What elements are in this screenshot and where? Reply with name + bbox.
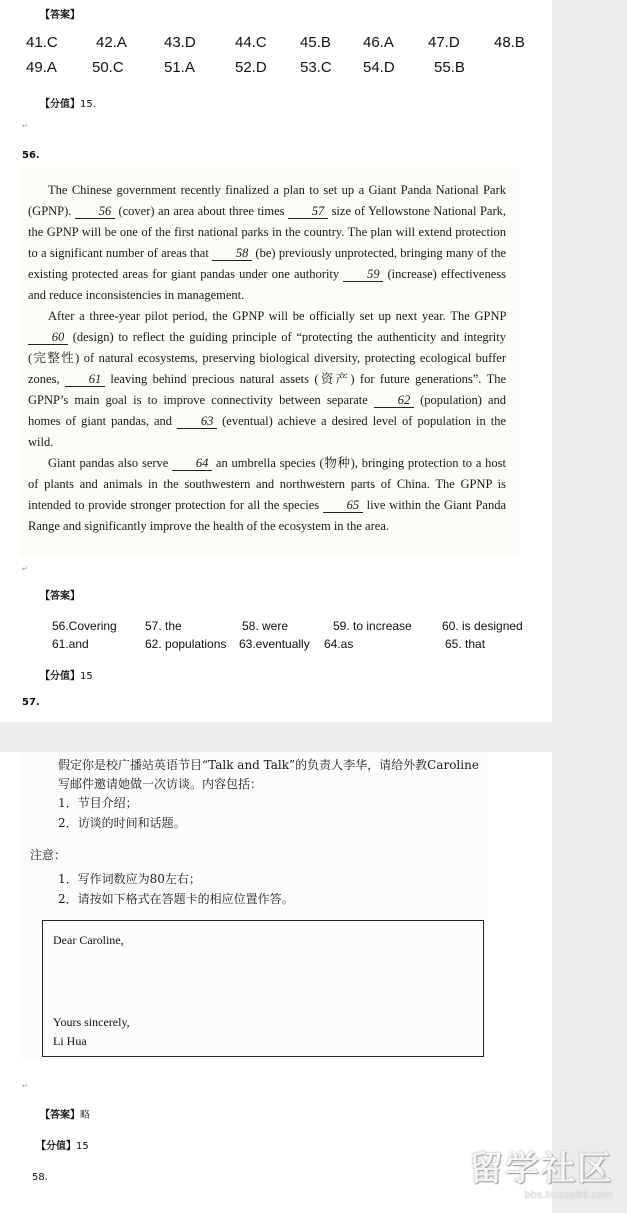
blank-56: 56 [75,205,115,219]
answer-item: 51.A [164,59,195,76]
question-number-56: 56. [22,150,40,161]
answer-item: 47.D [428,34,460,51]
answer-item: 45.B [300,34,331,51]
blank-65: 65 [323,499,363,513]
end-mark: . [92,99,96,110]
paragraph-mark: ↵ [22,565,28,573]
blank-60: 60 [28,331,68,345]
answer-item: 53.C [300,59,332,76]
score-label: 【分值】 [40,671,80,682]
passage-text-run: (be) previously unprotected, bringing many of the existing protected areas for giant pandas under one authority [28,246,506,281]
passage-paragraph-1 [28,180,506,306]
letter-format-box [42,920,484,1057]
passage-text-run: an umbrella species (物种), bringing protection to a host of plants and animals in the southwestern and northwestern parts of China. The GPNP is intended to provide stronger protection for all the species [28,456,506,512]
watermark-url: bbs.liuxue86.com [524,1190,613,1201]
paragraph-mark: ↵ [22,1082,28,1090]
answer-item: 42.A [96,34,127,51]
paragraph-mark: ↵ [22,122,28,130]
answer-item: 65. that [445,637,486,651]
answer-item: 57. the [145,619,182,633]
passage-paragraph-3 [28,453,506,537]
answer-item: 44.C [235,34,267,51]
passage-text-run: Giant pandas also serve [48,456,169,470]
answer-item: 63.eventually [239,637,310,651]
note-item-1: 1．写作词数应为80左右； [58,872,201,886]
writing-prompt: 假定你是校广播站英语节目“Talk and Talk”的负责人李华，请给外教Caroline写邮件邀请她做一次访谈。内容包括： [58,758,479,791]
blank-61: 61 [65,373,105,387]
letter-greeting: Dear Caroline, [53,933,124,947]
passage-text-run: (population) and homes of giant pandas, and [28,393,507,428]
passage-text-run: After a three-year pilot period, the GPNP will be officially set up next year. The GPNP [48,309,506,323]
blank-58: 58 [212,247,252,261]
answer-item: 62. populations [145,637,227,651]
answers-56-65 [0,619,552,659]
answer-label-56-65: 【答案】 [40,591,80,602]
answer-57 [40,1106,90,1121]
score-41-55 [40,95,96,110]
passage-text-run: (design) to reflect the guiding principle of “protecting the authenticity and integrity (完整性) of natural ecosystems, preserving biological diversity, protecting ecological buffer zones, [28,330,507,386]
passage-text-run: leaving behind precious natural assets (资产) for future generations”. The GPNP’s main goal is to improve connectivity between separate [28,372,507,407]
answer-item: 56.Covering [52,619,117,633]
question-number-57: 57. [22,697,40,708]
passage-scan [20,168,520,556]
answer-item: 48.B [494,34,525,51]
blank-63: 63 [177,415,217,429]
answer-item: 61.and [52,637,89,651]
blank-62: 62 [374,394,414,408]
passage-text [28,180,506,537]
answer-item: 64.as [324,637,354,651]
passage-text-run: size of Yellowstone National Park, the GPNP will be one of the first national parks in the country. The plan will extend protection to a significant number of areas that [28,204,507,260]
score-value: 15 [80,99,93,110]
answer-item: 59. to increase [333,619,412,633]
answer-item: 54.D [363,59,395,76]
watermark-text: 留学社区 [469,1149,613,1189]
letter-signature: Li Hua [53,1034,87,1048]
passage-paragraph-2 [28,306,506,453]
answer-item: 55.B [434,59,465,76]
watermark-logo [469,1141,613,1201]
passage-text-run: (cover) an area about three times [118,204,285,218]
passage-text-run: The Chinese government recently finalized a plan to set up a Giant Panda National Park (GPNP). [28,183,506,218]
passage-text-run: (increase) effectiveness and reduce inconsistencies in management. [28,267,506,302]
answer-item: 41.C [26,34,58,51]
blank-59: 59 [343,268,383,282]
score-value: 15 [76,1141,89,1152]
answer-item: 58. were [242,619,289,633]
answer-value: 略 [80,1110,90,1121]
answer-label-41-55: 【答案】 [40,10,80,21]
answer-item: 43.D [164,34,196,51]
content-item-1: 1．节目介绍； [58,796,138,810]
passage-text-run: live within the Giant Panda Range and significantly improve the health of the ecosystem in the area. [28,498,507,533]
question-number-58: 58. [32,1172,48,1183]
answer-item: 49.A [26,59,57,76]
score-value: 15 [80,671,93,682]
content-item-2: 2．访谈的时间和话题。 [58,816,186,830]
score-56-65 [40,667,93,682]
blank-64: 64 [172,457,212,471]
answer-item: 52.D [235,59,267,76]
letter-closing: Yours sincerely, [53,1015,130,1029]
score-label: 【分值】 [40,99,80,110]
score-label: 【分值】 [36,1141,76,1152]
answers-41-55 [0,34,552,84]
note-label: 注意： [30,848,67,862]
blank-57: 57 [288,205,328,219]
answer-label: 【答案】 [40,1110,80,1121]
note-item-2: 2．请按如下格式在答题卡的相应位置作答。 [58,892,294,906]
answer-item: 50.C [92,59,124,76]
answer-item: 60. is designed [442,619,523,633]
score-57 [36,1137,89,1152]
passage-text-run: (eventual) achieve a desired level of population in the wild. [28,414,506,449]
answer-item: 46.A [363,34,394,51]
